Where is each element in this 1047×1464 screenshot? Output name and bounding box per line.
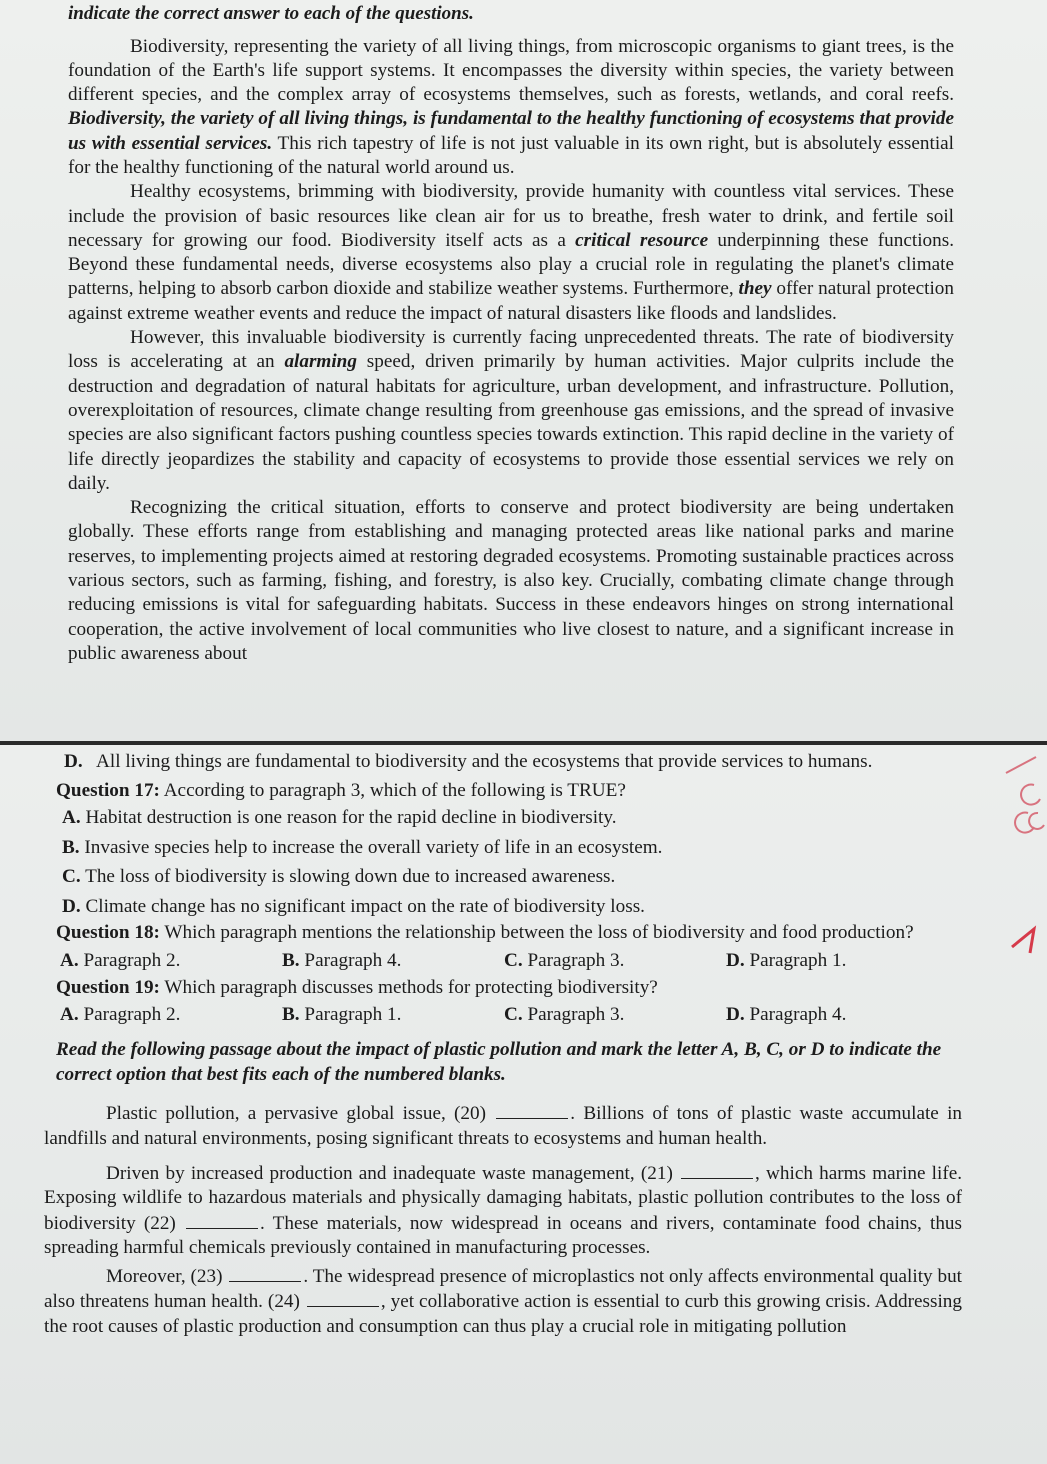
plastic-passage-instruction: Read the following passage about the impact of plastic pollution and mark the letter A, B, C, or D to indicate the correct option that best fits each of the numbered blanks. bbox=[56, 1039, 942, 1085]
q17-option-a[interactable]: A. Habitat destruction is one reason for the rapid decline in biodiversity. bbox=[62, 807, 617, 828]
q18-options bbox=[56, 946, 962, 976]
margin-pen-marks bbox=[1000, 755, 1047, 1015]
q18-option-b[interactable]: B. Paragraph 4. bbox=[282, 949, 402, 971]
highlighted-word-alarming: alarming bbox=[284, 351, 357, 373]
q17-option-c[interactable]: C. The loss of biodiversity is slowing down due to increased awareness. bbox=[62, 866, 616, 888]
paragraph-2: Healthy ecosystems, brimming with biodiversity, provide humanity with countless vital services. These include the provision of basic resources like clean air for us to breathe, fresh water to drink, and fertile soil necessary for growing our food. Biodiversity itself acts as a critical resource underpinning these functions. Beyond these fundamental needs, diverse ecosystems also play a crucial role in regulating the planet's climate patterns, helping to absorb carbon dioxide and stabilize weather systems. Furthermore, they offer natural protection against extreme weather events and reduce the impact of natural disasters like floods and landslides. bbox=[68, 181, 954, 324]
plastic-passage bbox=[44, 1101, 962, 1339]
question-17: Question 17: According to paragraph 3, which of the following is TRUE? bbox=[56, 779, 626, 801]
q17-option-b[interactable]: B. Invasive species help to increase the overall variety of life in an ecosystem. bbox=[62, 836, 663, 858]
question-19: Question 19: Which paragraph discusses methods for protecting biodiversity? bbox=[56, 976, 658, 998]
plastic-paragraph-3: Moreover, (23) . The widespread presence of microplastics not only affects environmental quality but also threatens human health. (24) , yet collaborative action is essential to curb this growing crisis. Addressing the root causes of plastic production and consumption can thus play a crucial role in mitigating pollution bbox=[44, 1266, 962, 1337]
q19-option-d[interactable]: D. Paragraph 4. bbox=[726, 1004, 847, 1026]
q19-options bbox=[56, 1000, 962, 1030]
q17-option-d[interactable]: D. Climate change has no significant impact on the rate of biodiversity loss. bbox=[62, 895, 645, 917]
highlighted-phrase-critical-resource: critical resource bbox=[575, 229, 709, 251]
paragraph-1: Biodiversity, representing the variety of all living things, from microscopic organisms to giant trees, is the foundation of the Earth's life support systems. It encompasses the diversity within species, the variety between different species, and the complex array of ecosystems themselves, such as forests, wetlands, and coral reefs. Biodiversity, the variety of all living things, is fundamental to the healthy functioning of ecosystems that provide us with essential services. This rich tapestry of life is not just valuable in its own right, but is absolutely essential for the healthy functioning of the natural world around us. bbox=[68, 35, 954, 178]
plastic-paragraph-2: Driven by increased production and inadequate waste management, (21) , which harms marine life. Exposing wildlife to hazardous materials and physically damaging habitats, plastic pollution contributes to the loss of biodiversity (22) . These materials, now widespread in oceans and rivers, contaminate food chains, thus spreading harmful chemicals previously contained in manufacturing processes. bbox=[44, 1162, 963, 1258]
paragraph-3: However, this invaluable biodiversity is currently facing unprecedented threats. The rate of biodiversity loss is accelerating at an alarming speed, driven primarily by human activities. Major culprits include the destruction and degradation of natural habitats for agriculture, urban development, and infrastructure. Pollution, overexploitation of resources, climate change resulting from greenhouse gas emissions, and the spread of invasive species are also significant factors pushing countless species towards extinction. This rapid decline in the variety of life directly jeopardizes the stability and capacity of ecosystems to provide those essential services we rely on daily. bbox=[68, 327, 954, 494]
q18-option-a[interactable]: A. Paragraph 2. bbox=[60, 949, 181, 971]
q17-options bbox=[56, 803, 962, 921]
questions-page bbox=[0, 745, 1047, 1464]
q19-option-b[interactable]: B. Paragraph 1. bbox=[282, 1004, 402, 1026]
previous-option-d[interactable]: D. All living things are fundamental to biodiversity and the ecosystems that provide services to humans. bbox=[64, 751, 873, 772]
question-18: Question 18: Which paragraph mentions the relationship between the loss of biodiversity and food production? bbox=[56, 922, 914, 944]
questions-text bbox=[44, 750, 963, 1339]
q18-option-d[interactable]: D. Paragraph 1. bbox=[726, 949, 847, 971]
highlighted-word-they: they bbox=[738, 278, 772, 300]
paragraph-4: Recognizing the critical situation, efforts to conserve and protect biodiversity are being undertaken globally. These efforts range from establishing and managing protected areas like national parks and marine reserves, to implementing projects aimed at restoring degraded ecosystems. Promoting sustainable practices across various sectors, such as farming, fishing, and forestry, is also key. Crucially, combating climate change through reducing emissions is vital for safeguarding habitats. Success in these endeavors hinges on strong international cooperation, the active involvement of local communities who live closest to nature, and a significant increase in public awareness about bbox=[68, 497, 954, 664]
blank-24[interactable] bbox=[307, 1289, 379, 1307]
highlighted-sentence: Biodiversity, the variety of all living things, is fundamental to the healthy functioning of ecosystems that provide us with essential services. bbox=[68, 108, 954, 154]
section-header: indicate the correct answer to each of the questions. bbox=[68, 3, 474, 24]
passage-text bbox=[68, 2, 954, 666]
q19-option-a[interactable]: A. Paragraph 2. bbox=[60, 1004, 181, 1026]
q18-option-c[interactable]: C. Paragraph 3. bbox=[504, 949, 625, 971]
blank-20[interactable] bbox=[496, 1101, 568, 1119]
q19-option-c[interactable]: C. Paragraph 3. bbox=[504, 1004, 625, 1026]
blank-21[interactable] bbox=[681, 1161, 753, 1179]
plastic-paragraph-1: Plastic pollution, a pervasive global issue, (20) . Billions of tons of plastic waste accumulate in landfills and natural environments, posing significant threats to ecosystems and human health. bbox=[44, 1103, 963, 1149]
blank-23[interactable] bbox=[229, 1264, 301, 1282]
blank-22[interactable] bbox=[186, 1211, 258, 1229]
